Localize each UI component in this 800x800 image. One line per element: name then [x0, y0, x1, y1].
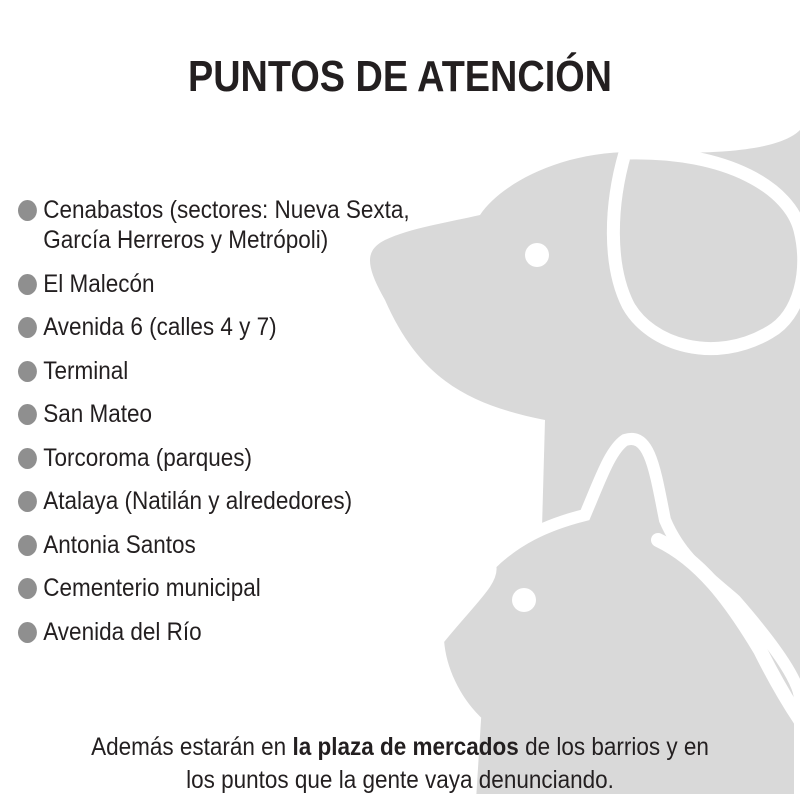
footer-text-end: de los barrios y en	[518, 733, 709, 761]
page-title: PUNTOS DE ATENCIÓN	[187, 52, 612, 101]
bullet-icon	[18, 448, 37, 469]
list-item	[18, 573, 410, 603]
list-item	[18, 312, 410, 342]
list-item	[18, 399, 410, 429]
bullet-icon	[18, 491, 37, 512]
list-item-label: Avenida 6 (calles 4 y 7)	[43, 313, 277, 341]
list-item-label-continued: García Herreros y Metrópoli)	[43, 226, 329, 254]
bullet-icon	[18, 578, 37, 599]
list-item-label: San Mateo	[43, 400, 153, 428]
list-item-label: Cementerio municipal	[43, 574, 261, 602]
bullet-icon	[18, 200, 37, 221]
list-item-label: Atalaya (Natilán y alrededores)	[43, 487, 353, 515]
list-item	[18, 443, 410, 473]
list-item	[18, 195, 410, 255]
list-item	[18, 617, 410, 647]
list-item-label: Torcoroma (parques)	[43, 443, 253, 472]
list-item-label: Terminal	[43, 356, 129, 385]
list-item-label: Cenabastos (sectores: Nueva Sexta,	[43, 196, 410, 224]
list-item	[18, 486, 410, 516]
list-item	[18, 269, 410, 299]
footer-note	[40, 731, 760, 797]
list-item	[18, 356, 410, 386]
bullet-icon	[18, 317, 37, 338]
list-item-label: El Malecón	[43, 269, 155, 298]
bullet-icon	[18, 535, 37, 556]
list-item	[18, 530, 410, 560]
footer-text-line2: los puntos que la gente vaya denunciando.	[186, 766, 614, 794]
bullet-icon	[18, 361, 37, 382]
bullet-icon	[18, 622, 37, 643]
list-item-label: Avenida del Río	[43, 617, 202, 646]
footer-text-bold: la plaza de mercados	[292, 733, 519, 761]
bullet-icon	[18, 274, 37, 295]
locations-list	[18, 195, 453, 660]
footer-text-start: Además estarán en	[91, 733, 293, 761]
bullet-icon	[18, 404, 37, 425]
list-item-label: Antonia Santos	[43, 530, 196, 559]
